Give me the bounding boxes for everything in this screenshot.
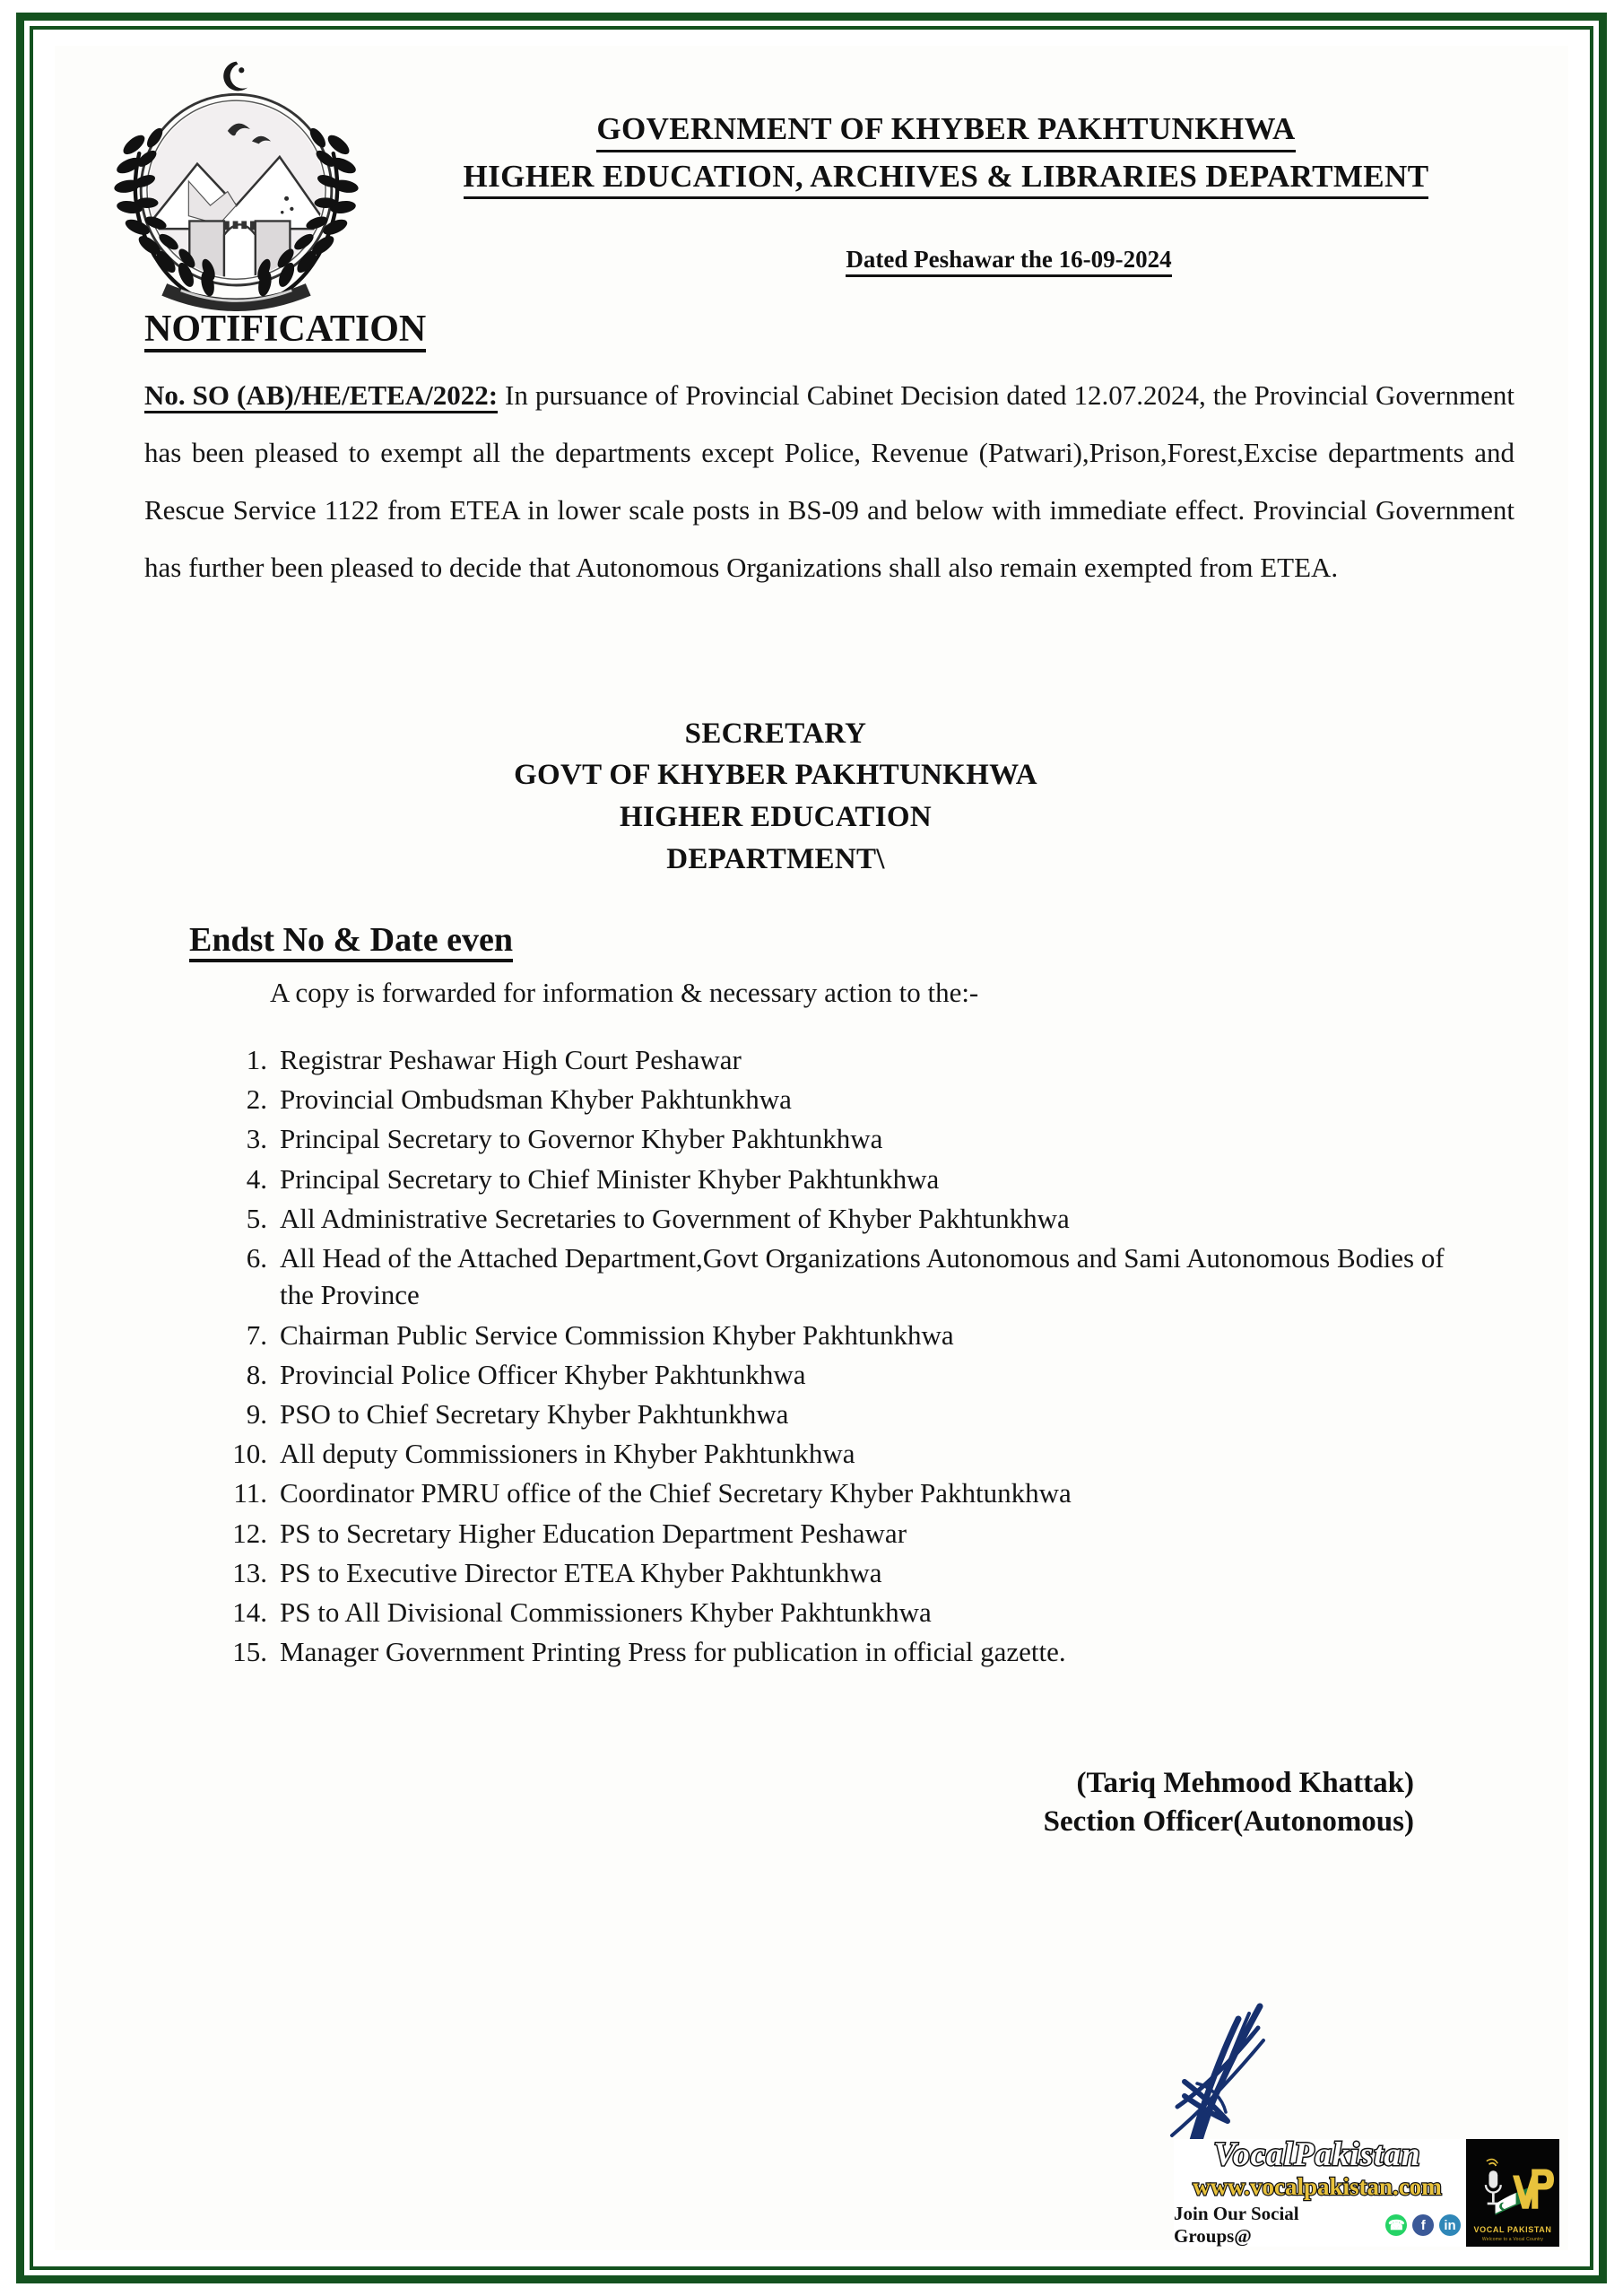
notification-body-text: In pursuance of Provincial Cabinet Decision dated 12.07.2024, the Provincial Government has been pleased to exempt all the departments except Police, Revenue (Patwari),Prison,Forest,Excise departments and Rescue Service 1122 from ETEA in lower scale posts in BS-09 and below with immediate effect. Provincial Government has further been pleased to decide that Autonomous Organizations shall also remain exempted from ETEA. (144, 379, 1515, 583)
government-of-khyber-pakhtunkhwa-emblem (104, 51, 369, 311)
government-title-line: GOVERNMENT OF KHYBER PAKHTUNKHWA (596, 110, 1295, 152)
recipient-item (221, 1200, 1470, 1237)
recipient-text: Manager Government Printing Press for publication in official gazette. (280, 1636, 1066, 1668)
recipient-number: 10. (232, 1438, 267, 1470)
recipient-text: Chairman Public Service Commission Khyber Pakhtunkhwa (280, 1318, 954, 1351)
recipient-number: 11. (233, 1477, 267, 1509)
recipient-number: 8. (246, 1358, 267, 1390)
signer-block (117, 1764, 1515, 1842)
recipient-item (221, 1554, 1470, 1591)
watermark-website-url: www.vocalpakistan.com (1193, 2172, 1442, 2200)
endorsement-section (117, 922, 1515, 1009)
notification-heading: NOTIFICATION (144, 309, 426, 352)
watermark-join-text: Join Our Social Groups@ (1174, 2203, 1299, 2248)
watermark-logo-subtitle: Welcome to a Vocal Country (1481, 2237, 1544, 2242)
watermark-logo-caption: VOCAL PAKISTAN (1473, 2225, 1552, 2234)
recipients-list (117, 1041, 1515, 1671)
recipient-number: 6. (246, 1242, 267, 1274)
green-outer-border (16, 13, 1607, 2283)
recipient-text: Provincial Police Officer Khyber Pakhtunkhwa (280, 1358, 806, 1390)
recipient-number: 13. (232, 1556, 267, 1588)
recipient-text: PSO to Chief Secretary Khyber Pakhtunkhwa (280, 1397, 789, 1430)
signer-name: (Tariq Mehmood Khattak) (1076, 1766, 1414, 1799)
notification-sheet (55, 46, 1568, 2250)
recipient-text: PS to All Divisional Commissioners Khyber Pakhtunkhwa (280, 1596, 932, 1629)
recipient-text: Principal Secretary to Governor Khyber Pakhtunkhwa (280, 1123, 883, 1155)
recipient-item (221, 1317, 1470, 1353)
recipient-item (221, 1239, 1470, 1313)
authority-line-4: DEPARTMENT\ (666, 843, 885, 876)
facebook-icon[interactable]: f (1412, 2214, 1434, 2236)
endorsement-subtitle: A copy is forwarded for information & necessary action to the:- (270, 977, 979, 1008)
whatsapp-icon[interactable]: ☎ (1385, 2214, 1407, 2236)
recipient-number: 15. (232, 1636, 267, 1668)
linkedin-icon[interactable]: in (1439, 2214, 1461, 2236)
recipient-item (221, 1081, 1470, 1118)
recipient-number: 5. (246, 1202, 267, 1234)
document-body (55, 288, 1568, 1842)
recipient-text: Provincial Ombudsman Khyber Pakhtunkhwa (280, 1083, 792, 1116)
recipient-number: 4. (246, 1162, 267, 1195)
recipient-item (221, 1474, 1470, 1511)
recipient-text: All Administrative Secretaries to Government of Khyber Pakhtunkhwa (280, 1202, 1070, 1234)
recipient-text: PS to Executive Director ETEA Khyber Pakhtunkhwa (280, 1556, 882, 1588)
issuing-authority-block (117, 713, 1515, 881)
recipient-item (221, 1041, 1470, 1078)
recipient-text: Coordinator PMRU office of the Chief Secretary Khyber Pakhtunkhwa (280, 1477, 1072, 1509)
recipient-item (221, 1356, 1470, 1393)
recipient-item (221, 1633, 1470, 1670)
recipient-text: All deputy Commissioners in Khyber Pakhtunkhwa (280, 1438, 855, 1470)
watermark-brand: VocalPakistan (1213, 2135, 1421, 2173)
recipient-text: Principal Secretary to Chief Minister Khyber Pakhtunkhwa (280, 1162, 940, 1195)
recipient-number: 2. (246, 1083, 267, 1116)
recipient-number: 12. (232, 1517, 267, 1549)
document-header (55, 46, 1568, 288)
vocal-pakistan-logo (1466, 2139, 1559, 2247)
recipient-item (221, 1515, 1470, 1552)
recipient-number: 7. (246, 1318, 267, 1351)
recipient-number: 14. (232, 1596, 267, 1629)
vocal-pakistan-watermark (1174, 2135, 1559, 2248)
recipient-number: 9. (246, 1397, 267, 1430)
notification-paragraph (144, 367, 1515, 596)
recipient-item (221, 1396, 1470, 1432)
authority-line-1: SECRETARY (684, 717, 867, 750)
document-date-line: Dated Peshawar the 16-09-2024 (846, 246, 1171, 277)
recipient-number: 3. (246, 1123, 267, 1155)
notification-reference-number: No. SO (AB)/HE/ETEA/2022: (144, 379, 498, 413)
watermark-text-group (1174, 2135, 1466, 2248)
recipient-text: Registrar Peshawar High Court Peshawar (280, 1044, 742, 1075)
recipient-item (221, 1594, 1470, 1631)
authority-line-2: GOVT OF KHYBER PAKHTUNKHWA (514, 759, 1037, 792)
recipient-item (221, 1120, 1470, 1157)
recipient-text: All Head of the Attached Department,Govt Organizations Autonomous and Sami Autonomous Bodies of the Province (280, 1242, 1445, 1311)
authority-line-3: HIGHER EDUCATION (620, 801, 932, 834)
recipient-number: 1. (246, 1044, 267, 1075)
header-title-group (378, 110, 1515, 277)
recipient-item (221, 1435, 1470, 1472)
recipient-text: PS to Secretary Higher Education Department Peshawar (280, 1517, 907, 1549)
endorsement-heading: Endst No & Date even (189, 922, 513, 962)
department-title-line: HIGHER EDUCATION, ARCHIVES & LIBRARIES DEPARTMENT (464, 158, 1429, 200)
signer-designation: Section Officer(Autonomous) (1043, 1805, 1414, 1839)
watermark-social-row (1174, 2203, 1461, 2248)
recipient-item (221, 1161, 1470, 1197)
